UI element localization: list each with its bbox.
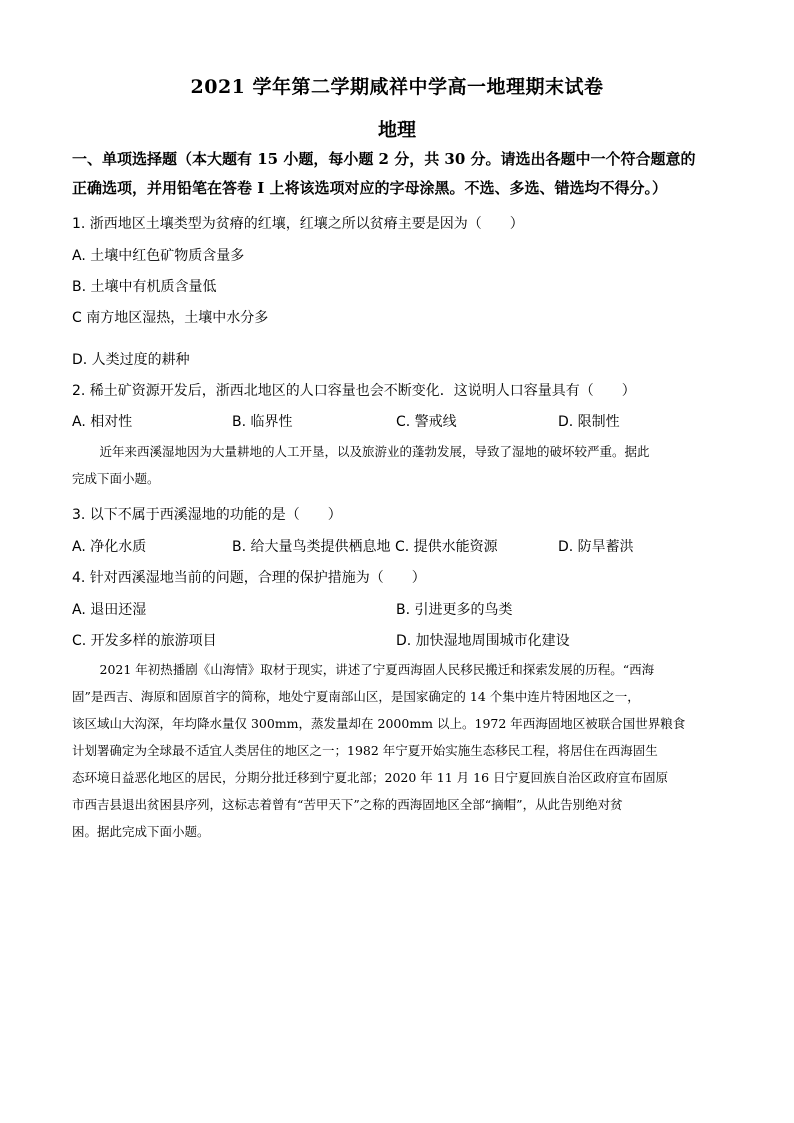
material-1-line-1: 近年来西溪湿地因为大量耕地的人工开垦，以及旅游业的蓬勃发展，导致了湿地的破坏较严重。据此 — [99, 444, 650, 459]
material-2-line-4: 计划署确定为全球最不适宜人类居住的地区之一；1982 年宁夏开始实施生态移民工程，将居住在西海固生 — [72, 743, 658, 758]
question-1-option-b: B. 土壤中有机质含量低 — [72, 279, 217, 295]
question-3-option-a: A. 净化水质 — [72, 539, 147, 555]
section-instructions — [72, 145, 732, 203]
question-1-stem: 1. 浙西地区土壤类型为贫瘠的红壤，红壤之所以贫瘠主要是因为（ ） — [72, 216, 524, 232]
question-1-option-c: C 南方地区湿热，土壤中水分多 — [72, 310, 269, 326]
material-2 — [72, 656, 720, 845]
question-2-option-c: C. 警戒线 — [396, 414, 457, 430]
material-1 — [72, 438, 720, 492]
question-4-option-a: A. 退田还湿 — [72, 602, 147, 618]
question-2-option-b: B. 临界性 — [232, 414, 293, 430]
material-2-line-1: 2021 年初热播剧《山海情》取材于现实，讲述了宁夏西海固人民移民搬迁和探索发展的历程。“西海 — [99, 662, 655, 677]
section-line-2: 正确选项，并用铅笔在答卷 I 上将该选项对应的字母涂黑。不选、多选、错选均不得分。） — [72, 179, 667, 197]
question-2-stem: 2. 稀土矿资源开发后，浙西北地区的人口容量也会不断变化．这说明人口容量具有（ ） — [72, 383, 636, 399]
subject-heading: 地理 — [377, 119, 416, 141]
exam-title: 2021 学年第二学期咸祥中学高一地理期末试卷 — [190, 76, 604, 98]
question-4-option-c: C. 开发多样的旅游项目 — [72, 633, 217, 649]
material-2-line-6: 市西吉县退出贫困县序列，这标志着曾有“苦甲天下”之称的西海固地区全部“摘帽”，从此告别绝对贫 — [72, 797, 623, 812]
material-1-line-2: 完成下面小题。 — [72, 471, 160, 486]
question-2-option-d: D. 限制性 — [558, 414, 620, 430]
question-3-stem: 3. 以下不属于西溪湿地的功能的是（ ） — [72, 507, 342, 523]
question-1-option-d: D. 人类过度的耕种 — [72, 352, 190, 368]
question-4-option-b: B. 引进更多的鸟类 — [396, 602, 513, 618]
question-4-option-d: D. 加快湿地周围城市化建设 — [396, 633, 570, 649]
question-3-option-b-c: B. 给大量鸟类提供栖息地 C. 提供水能资源 — [232, 539, 498, 555]
material-2-line-3: 该区域山大沟深，年均降水量仅 300mm，蒸发量却在 2000mm 以上。1972 年西海固地区被联合国世界粮食 — [72, 716, 686, 731]
question-4-stem: 4. 针对西溪湿地当前的问题，合理的保护措施为（ ） — [72, 570, 426, 586]
section-line-1: 一、单项选择题（本大题有 15 小题，每小题 2 分，共 30 分。请选出各题中一个符合题意的 — [72, 150, 696, 168]
material-2-line-2: 固”是西吉、海原和固原首字的简称，地处宁夏南部山区，是国家确定的 14 个集中连片特困地区之一， — [72, 689, 640, 704]
question-2-option-a: A. 相对性 — [72, 414, 133, 430]
question-1-option-a: A. 土壤中红色矿物质含量多 — [72, 248, 245, 264]
material-2-line-5: 态环境日益恶化地区的居民，分期分批迁移到宁夏北部；2020 年 11 月 16 日宁夏回族自治区政府宣布固原 — [72, 770, 668, 785]
question-3-option-d: D. 防旱蓄洪 — [558, 539, 634, 555]
material-2-line-7: 困。据此完成下面小题。 — [72, 824, 210, 839]
